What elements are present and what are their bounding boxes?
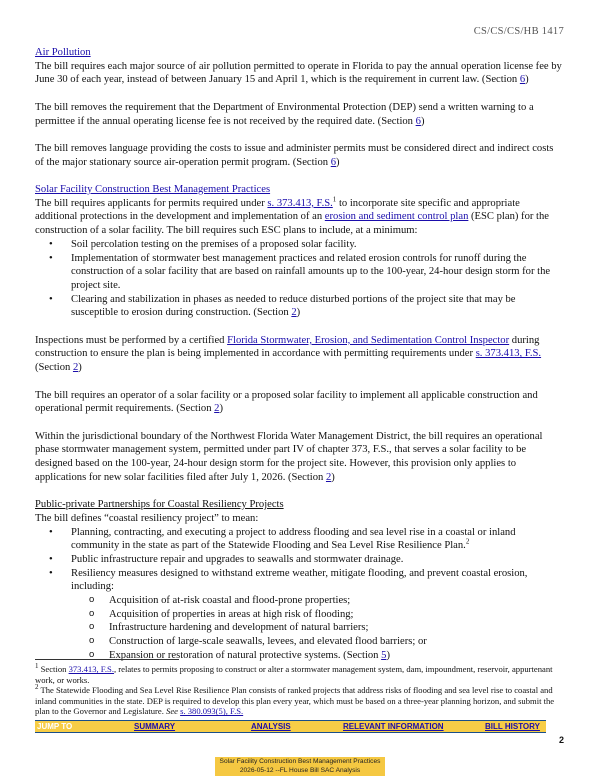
footnote-ref-1[interactable]: 1: [332, 195, 337, 204]
footer-subtitle: 2026-05-12 --FL House Bill SAC Analysis: [239, 767, 361, 774]
sub-list-item: o Construction of large-scale seawalls, levees, and elevated flood barriers; or: [109, 635, 563, 649]
air-pollution-heading-link[interactable]: Air Pollution: [35, 47, 91, 58]
footnote-divider: [35, 659, 179, 660]
section-6-link[interactable]: 6: [519, 74, 526, 86]
statute-373-413-link[interactable]: s. 373.413, F.S.: [475, 348, 542, 360]
air-paragraph-2: The bill removes the requirement that the Department of Environmental Protection (DEP) send a written warning to a permittee if the annual operating license fee is not received by the required date. (Section 6): [35, 101, 534, 127]
page-body: [35, 46, 563, 663]
document-footer: [215, 757, 385, 776]
list-item: • Soil percolation testing on the premises of a proposed solar facility.: [71, 238, 563, 252]
inspector-link[interactable]: Florida Stormwater, Erosion, and Sedimentation Control Inspector: [227, 334, 510, 346]
jump-to-label: JUMP TO: [37, 722, 73, 731]
nav-bill-history-link[interactable]: BILL HISTORY: [485, 722, 540, 731]
air-paragraph-3: The bill removes language providing the costs to issue and administer permits must be considered direct and indirect costs of the major stationary source air-operation permit program. (Section 6): [35, 142, 554, 168]
sub-list-item: o Infrastructure hardening and development of natural barriers;: [109, 621, 563, 635]
statute-373-413-link[interactable]: s. 373.413, F.S.: [267, 197, 333, 209]
sub-list-item: o Acquisition of properties in areas at high risk of flooding;: [109, 608, 563, 622]
section-5-link[interactable]: 5: [381, 649, 387, 661]
section-6-link[interactable]: 6: [415, 115, 421, 127]
jump-to-nav-bar: [35, 720, 546, 733]
coastal-project-list: [35, 526, 563, 663]
sub-list-item: o Expansion or restoration of natural protective systems. (Section 5): [109, 649, 563, 663]
operator-paragraph: The bill requires an operator of a solar facility or a proposed solar facility to implement all applicable construction and operational permit requirements. (Section 2): [35, 389, 538, 415]
ppp-intro: The bill defines “coastal resiliency project” to mean:: [35, 512, 259, 524]
section-2-link[interactable]: 2: [214, 403, 220, 415]
list-item: • Planning, contracting, and executing a project to address flooding and sea level rise in a coastal or inland community in the state as part of the Statewide Flooding and Sea Level Rise Resilience Plan.$^2$: [71, 526, 563, 553]
footnote-1: $^1$ Section 373.413, F.S., relates to permits proposing to construct or alter a stormwater management system, dam, impoundment, reservoir, appurtenant work, or works.: [35, 662, 553, 685]
solar-intro: The bill requires applicants for permits required under s. 373.413, F.S.$^1$ to incorporate site specific and appropriate additional protections in the development and implementation of an erosion and sediment control plan (ESC plan) for the construction of a solar facility. The bill requires such ESC plans to include, at a minimum:: [35, 195, 549, 237]
sub-list-item: o Acquisition of at-risk coastal and flood-prone properties;: [109, 594, 563, 608]
bill-identifier: CS/CS/CS/HB 1417: [473, 26, 564, 37]
page-number: 2: [559, 735, 565, 745]
list-item: • Implementation of stormwater best management practices and related erosion controls for runoff during the construction of a solar facility that are based on rainfall amounts up to the 100-year, 24-hour design storm for the project site.: [71, 252, 563, 293]
section-2-link[interactable]: 2: [325, 471, 332, 483]
footnote-ref-2[interactable]: 2: [465, 537, 470, 546]
ppp-heading: Public-private Partnerships for Coastal Resiliency Projects: [35, 499, 284, 511]
list-item: • Clearing and stabilization in phases as needed to reduce disturbed portions of the project site that may be susceptible to erosion during construction. (Section 2): [71, 293, 563, 320]
section-2-link[interactable]: 2: [291, 307, 297, 319]
solar-heading-link[interactable]: Solar Facility Construction Best Management Practices: [35, 183, 271, 195]
footer-title: Solar Facility Construction Best Management Practices: [219, 758, 381, 765]
section-6-link[interactable]: 6: [330, 156, 337, 168]
nav-relevant-information-link[interactable]: RELEVANT INFORMATION: [343, 722, 444, 731]
nav-analysis-link[interactable]: ANALYSIS: [251, 722, 291, 731]
nav-summary-link[interactable]: SUMMARY: [134, 722, 176, 731]
statute-380-093-link[interactable]: s. 380.093(5), F.S.: [180, 706, 244, 717]
northwest-district-paragraph: Within the jurisdictional boundary of the Northwest Florida Water Management District, the bill requires an operational phase stormwater management system, permitted under part IV of chapter 373, F.S., that serves a solar facility to be designed based on the 100-year, 24-hour design storm for the project site. However, this provision only applies to applications for new solar facilities filed after July 1, 2026. (Section 2): [35, 430, 543, 483]
section-2-link[interactable]: 2: [72, 362, 79, 374]
list-item: • Resiliency measures designed to withstand extreme weather, mitigate flooding, and prevent coastal erosion, including: o Acquisition of at-risk coastal and flood-prone properties; o Acquisition of properties in areas at high risk of flooding; o Infrastructure hardening and development of natural barriers; o Construction of large-scale seawalls, levees, and elevated flood barriers; or o Expansion or restoration of natural protective systems. (Section 5): [71, 567, 563, 663]
footnote-2: $^2$ The Statewide Flooding and Sea Level Rise Resilience Plan consists of ranked projects that address risks of flooding and sea level rise to coastal and inland communities in the state. DEP is required to develop this plan every year, which must be based on a three-year planning horizon, and submit the plan to the Governor and Legislature. See s. 380.093(5), F.S.: [35, 683, 555, 717]
statute-373-413-link[interactable]: 373.413, F.S.: [68, 664, 114, 674]
air-paragraph-1: The bill requires each major source of air pollution permitted to operate in Florida to pay the annual operation license fee by June 30 of each year, instead of between January 15 and April 1, which is the requirement in current law. (Section 6): [35, 60, 562, 86]
esc-requirements-list: [35, 238, 563, 320]
list-item: • Public infrastructure repair and upgrades to seawalls and stormwater drainage.: [71, 553, 563, 567]
inspection-paragraph: Inspections must be performed by a certified Florida Stormwater, Erosion, and Sedimentation Control Inspector during construction to ensure the plan is being implemented in accordance with permitting requirements under s. 373.413, F.S. (Section 2): [35, 334, 542, 374]
resiliency-measures-list: [71, 594, 563, 663]
esc-plan-link[interactable]: erosion and sediment control plan: [324, 211, 469, 223]
footnotes: [35, 664, 563, 717]
